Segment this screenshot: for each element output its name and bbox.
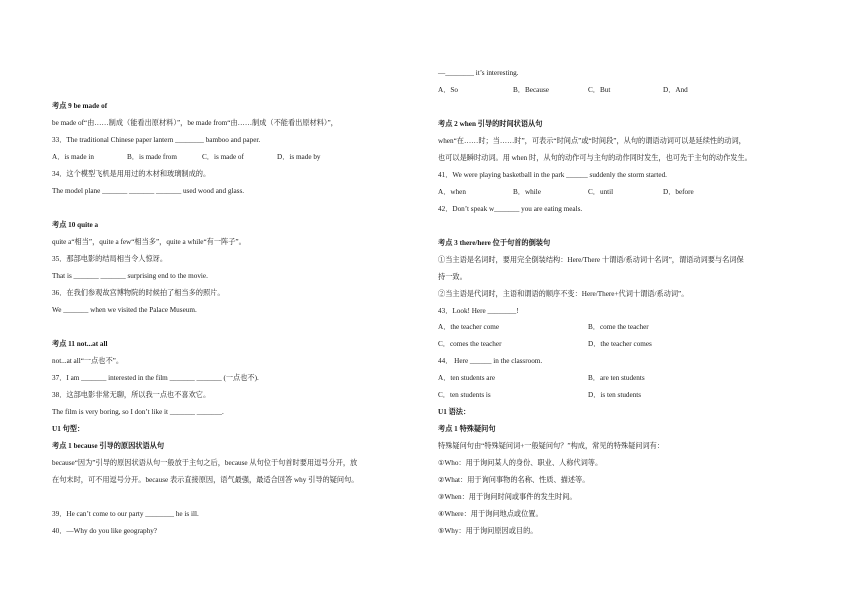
what-line: ②What：用于询问事物的名称、性质、描述等。: [438, 476, 590, 484]
k3-desc-2: 持一致。: [438, 273, 467, 281]
q43-option-b: B．come the teacher: [588, 323, 649, 331]
q33-option-c: C．is made of: [202, 153, 244, 161]
when-line: ③When：用于询问时间或事件的发生时间。: [438, 493, 577, 501]
q38: 38．这部电影非常无聊，所以我一点也不喜欢它。: [52, 391, 211, 399]
k3-title: 考点 3 there/here 位于句首的倒装句: [438, 239, 551, 247]
q43-option-d: D．the teacher comes: [588, 340, 652, 348]
q41-option-b: B．while: [513, 188, 541, 196]
where-line: ④Where：用于询问地点或位置。: [438, 510, 543, 518]
q42: 42．Don’t speak w_______ you are eating meals.: [438, 205, 583, 213]
k10-title: 考点 10 quite a: [52, 221, 99, 229]
u1-sentence-heading: U1 句型：: [52, 425, 85, 433]
q44-option-b: B．are ten students: [588, 374, 645, 382]
q44-option-a: A．ten students are: [438, 374, 496, 382]
q44-option-c: C．ten students is: [438, 391, 491, 399]
q33-option-a: A．is made in: [52, 153, 94, 161]
q44-option-d: D．is ten students: [588, 391, 642, 399]
q43-option-c: C．comes the teacher: [438, 340, 502, 348]
q41: 41．We were playing basketball in the park ______ suddenly the storm started.: [438, 171, 667, 179]
q36: 36．在我们参观故宫博物院的时候拍了相当多的照片。: [52, 289, 225, 297]
q37: 37．I am _______ interested in the film _______ _______ (一点也不).: [52, 374, 259, 382]
q33: 33．The traditional Chinese paper lantern ________ bamboo and paper.: [52, 136, 261, 144]
q41-option-d: D．before: [663, 188, 694, 196]
k9-title: 考点 9 be made of: [52, 102, 108, 110]
q35-en: That is _______ _______ surprising end to the movie.: [52, 272, 208, 280]
q43: 43．Look! Here ________!: [438, 307, 519, 315]
q40-option-c: C．But: [588, 86, 611, 94]
who-line: ①Who：用于询问某人的身份、职业、人称代词等。: [438, 459, 603, 467]
q43-option-a: A．the teacher come: [438, 323, 500, 331]
k10-desc: quite a“相当”，quite a few“相当多”，quite a while“有一阵子”。: [52, 238, 246, 246]
why-line: ⑤Why：用于询问原因或目的。: [438, 527, 538, 535]
u1-grammar-heading: U1 语法：: [438, 408, 471, 416]
q41-option-c: C．until: [588, 188, 614, 196]
k2-title: 考点 2 when 引导的时间状语从句: [438, 120, 543, 128]
k3-desc-1: ①当主语是名词时，要用完全倒装结构：Here/There 十谓语/系动词十名词”，谓语动词要与名词保: [438, 256, 744, 264]
q40-option-b: B．Because: [513, 86, 549, 94]
k3-desc-3: ②当主语是代词时，主语和谓语的顺序不变：Here/There+代词十谓语/系动词”。: [438, 290, 689, 298]
q33-option-b: B．is made from: [127, 153, 177, 161]
q40-option-d: D．And: [663, 86, 688, 94]
q40-reply: —________ it’s interesting.: [438, 69, 519, 77]
q34: 34．这个模型飞机是用用过的木材和玻璃制成的。: [52, 170, 211, 178]
q40-option-a: A．So: [438, 86, 458, 94]
q34-en: The model plane _______ _______ _______ used wood and glass.: [52, 187, 245, 195]
q33-option-d: D．is made by: [277, 153, 321, 161]
k9-desc: be made of“由……制成（能看出原材料）”，be made from“由……制成（不能看出原材料）”，: [52, 119, 338, 127]
k1-desc-1: because“因为”引导的原因状语从句一般放于主句之后，because 从句位于句首时要用逗号分开，放: [52, 459, 358, 467]
k11-desc: not...at all“一点也不”。: [52, 357, 124, 365]
q40: 40．—Why do you like geography?: [52, 527, 157, 535]
q38-en: The film is very boring, so I don’t like it _______ _______.: [52, 408, 224, 416]
k1-desc-2: 在句末时，可不用逗号分开。because 表示直接原因，语气最强，最适合回答 why 引导的疑问句。: [52, 476, 359, 484]
q36-en: We _______ when we visited the Palace Museum.: [52, 306, 197, 314]
k2-desc-1: when“在……时；当……时”，可表示“时间点”或“时间段”，从句的谓语动词可以是延续性的动词，: [438, 137, 746, 145]
q35: 35．那部电影的结局相当令人惊讶。: [52, 255, 168, 263]
q44: 44． Here ______ in the classroom.: [438, 357, 543, 365]
q39: 39．He can’t come to our party ________ he is ill.: [52, 510, 199, 518]
k1s-desc: 特殊疑问句由“特殊疑问词+一般疑问句？”构成，常见的特殊疑问词有：: [438, 442, 665, 450]
k1-title: 考点 1 because 引导的原因状语从句: [52, 442, 165, 450]
k11-title: 考点 11 not...at all: [52, 340, 108, 348]
q41-option-a: A．when: [438, 188, 466, 196]
k2-desc-2: 也可以是瞬时动词。用 when 时，从句的动作可与主句的动作同时发生，也可先于主句的动作发生。: [438, 154, 752, 162]
k1s-title: 考点 1 特殊疑问句: [438, 425, 496, 433]
